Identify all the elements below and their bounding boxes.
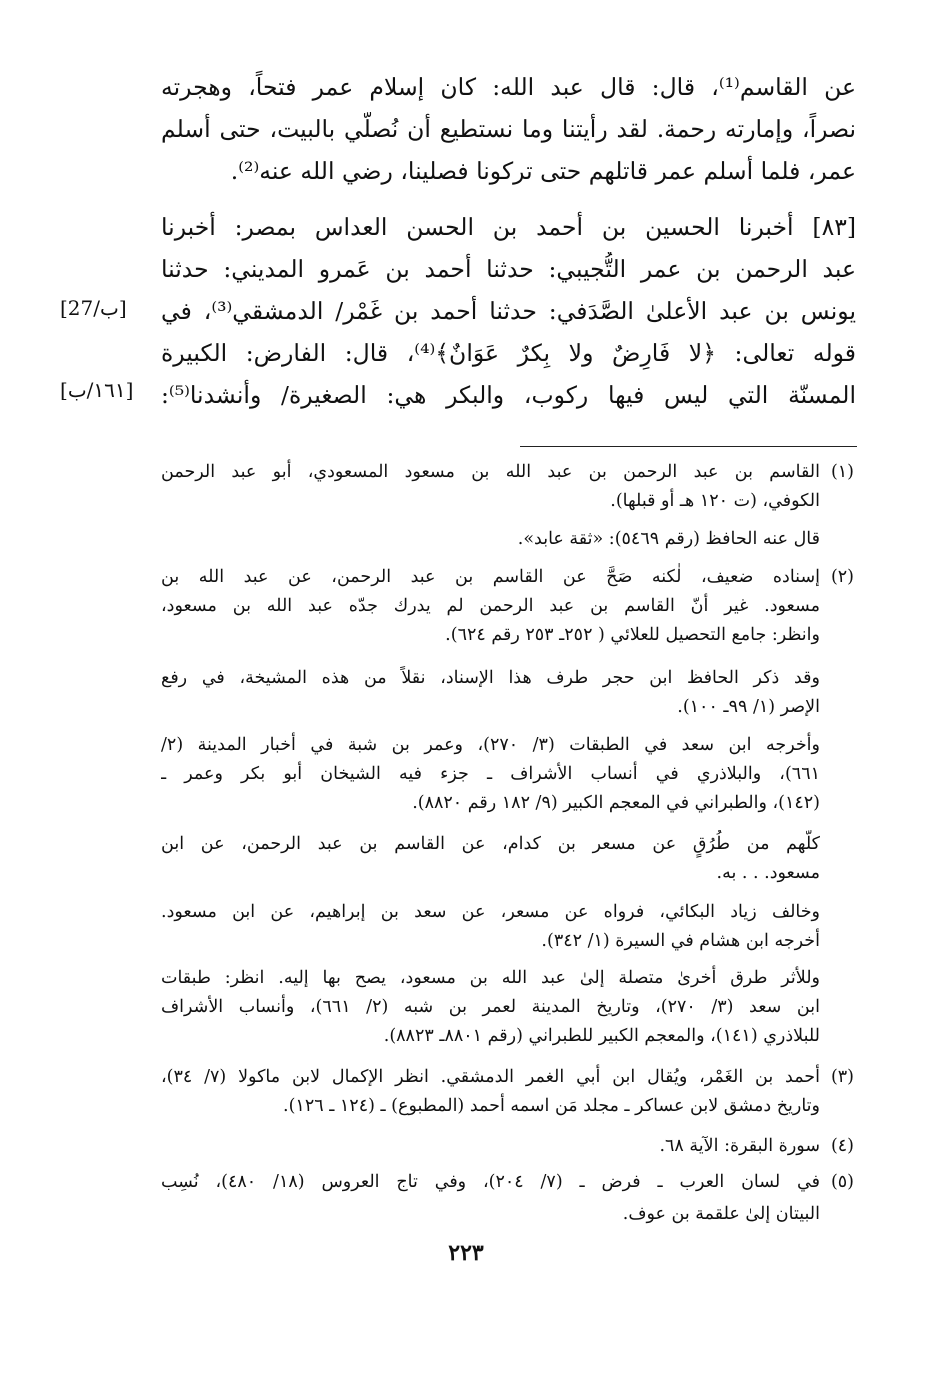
footnote-line: سورة البقرة: الآية ٦٨.	[659, 1136, 820, 1156]
footnote-line: أخرجه ابن هشام في السيرة (١/ ٣٤٢).	[541, 931, 820, 951]
folio-margin-note: [27/ب]	[60, 296, 127, 320]
footnote-line: (١٤٢)، والطبراني في المعجم الكبير (٩/ ١٨٢ رقم ٨٨٢٠).	[412, 793, 820, 813]
main-line: عمر، فلما أسلم عمر قاتلهم حتى تركونا فصلينا، رضي الله عنه⁽²⁾.	[230, 157, 856, 185]
footnote-line: القاسم بن عبد الرحمن بن عبد الله بن مسعود المسعودي، أبو عبد الرحمن	[161, 462, 820, 482]
footnote-number: (٤)	[830, 1136, 854, 1156]
footnote-number: (٢)	[830, 567, 854, 587]
footnote-separator	[520, 446, 857, 447]
page-number: ٢٢٣	[448, 1240, 484, 1266]
footnote-line: وتاريخ دمشق لابن عساكر ـ مجلد مَن اسمه أحمد (المطبوع) ـ (١٢٤ ـ ١٢٦).	[283, 1096, 820, 1116]
footnote-line: ابن سعد (٣/ ٢٧٠)، وتاريخ المدينة لعمر بن شبه (٢/ ٦٦١)، وأنساب الأشراف	[161, 997, 820, 1017]
footnote-line: البيتان إلىٰ علقمة بن عوف.	[622, 1204, 820, 1224]
footnote-line: إسناده ضعيف، لٰكنه صَحَّ عن القاسم بن عبد الرحمن، عن عبد الله بن	[161, 567, 820, 587]
footnote-line: للبلاذري (١٤١)، والمعجم الكبير للطبراني (رقم ٨٨٠١ـ ٨٨٢٣).	[383, 1026, 820, 1046]
footnote-line: قال عنه الحافظ (رقم ٥٤٦٩): «ثقة عابد».	[517, 529, 820, 549]
main-line: عن القاسم⁽¹⁾، قال: قال عبد الله: كان إسلام عمر فتحاً، وهجرته	[161, 73, 856, 101]
main-line: المسنّة التي ليس فيها ركوب، والبكر هي: الصغيرة/ وأنشدنا⁽⁵⁾:	[161, 381, 856, 409]
footnote-line: وقد ذكر الحافظ ابن حجر طرف هذا الإسناد، نقلاً من هذه المشيخة، في رفع	[161, 668, 820, 688]
main-line: عبد الرحمن بن عمر التُّجيبي: حدثنا أحمد بن عَمرو المديني: حدثنا	[161, 255, 856, 283]
footnote-line: وأخرجه ابن سعد في الطبقات (٣/ ٢٧٠)، وعمر بن شبة في أخبار المدينة (٢/	[161, 735, 820, 755]
footnote-line: ٦٦١)، والبلاذري في أنساب الأشراف ـ جزء فيه الشيخان أبو بكر وعمر ـ	[161, 764, 820, 784]
footnote-number: (٥)	[830, 1172, 854, 1192]
main-line: نصراً، وإمارته رحمة. لقد رأيتنا وما نستطيع أن نُصلّي بالبيت، حتى أسلم	[161, 115, 856, 143]
main-line: يونس بن عبد الأعلىٰ الصَّدَفي: حدثنا أحمد بن غَمْر/ الدمشقي⁽³⁾، في	[161, 297, 856, 325]
footnote-line: أحمد بن الغَمْر، ويُقال ابن أبي الغمر الدمشقي. انظر الإكمال لابن ماكولا (٧/ ٣٤)،	[161, 1067, 820, 1087]
footnote-line: مسعود. غير أنّ القاسم بن عبد الرحمن لم يدرك جدّه عبد الله بن مسعود،	[161, 596, 820, 616]
folio-margin-note: [١٦١/ب]	[60, 378, 134, 402]
main-line: قوله تعالى: ﴿لا فَارِضٌ ولا بِكرٌ عَوَانٌ﴾⁽⁴⁾، قال: الفارض: الكبيرة	[161, 339, 856, 367]
footnote-line: وانظر: جامع التحصيل للعلائي ( ٢٥٢ـ ٢٥٣ رقم ٦٢٤).	[445, 625, 820, 645]
footnote-line: في لسان العرب ـ فرض ـ (٧/ ٢٠٤)، وفي تاج العروس (١٨/ ٤٨٠)، نُسِب	[161, 1172, 820, 1192]
footnote-line: الكوفي، (ت ١٢٠ هـ أو قبلها).	[610, 491, 820, 511]
footnote-number: (١)	[830, 462, 854, 482]
footnote-line: وللأثر طرق أخرىٰ متصلة إلىٰ عبد الله بن مسعود، يصح بها إليه. انظر: طبقات	[161, 968, 820, 988]
footnote-line: وخالف زياد البكائي، فرواه عن مسعر، عن سعد بن إبراهيم، عن ابن مسعود.	[161, 902, 820, 922]
main-line: [٨٣] أخبرنا الحسين بن أحمد بن الحسن العداس بمصر: أخبرنا	[161, 213, 856, 241]
footnote-line: كلّهم من طُرُقٍ عن مسعر بن كدام، عن القاسم بن عبد الرحمن، عن ابن	[161, 834, 820, 854]
footnote-line: مسعود. . . به.	[716, 863, 820, 883]
footnote-line: الإصر (١/ ٩٩ـ ١٠٠).	[677, 697, 820, 717]
footnote-number: (٣)	[830, 1067, 854, 1087]
